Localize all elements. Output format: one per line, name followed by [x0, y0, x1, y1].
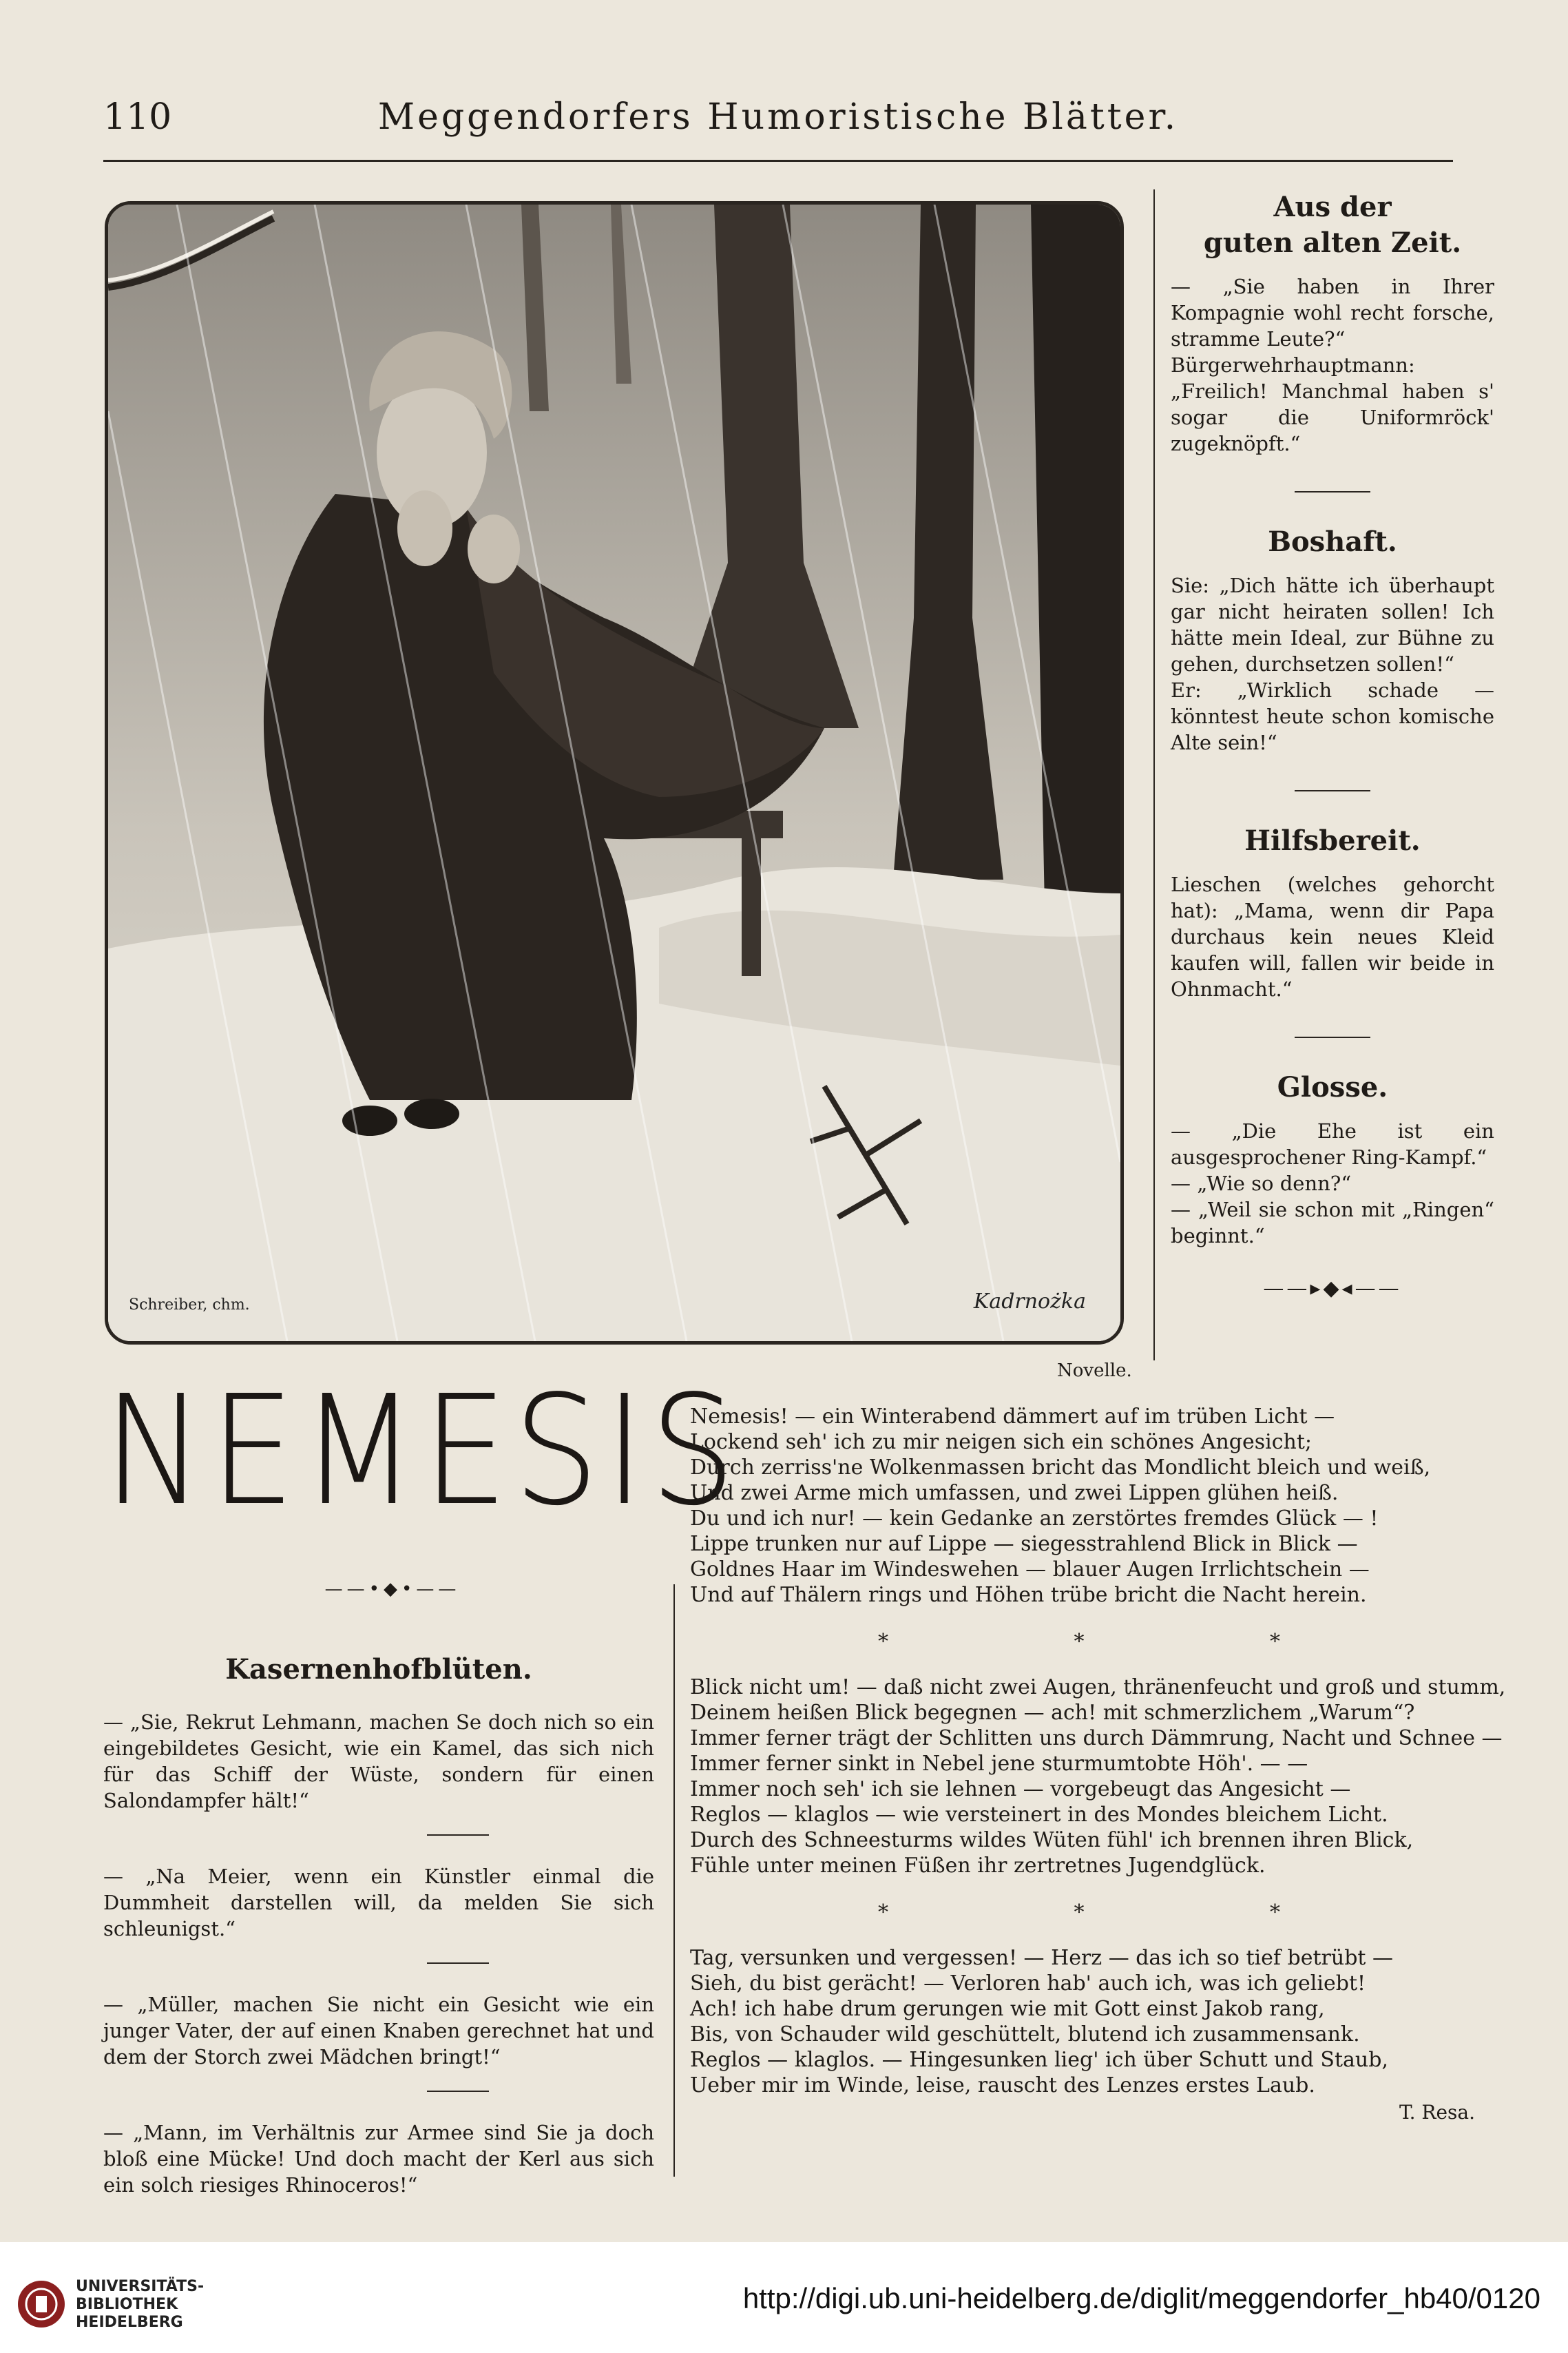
page-number: 110	[103, 96, 172, 138]
joke-text: Sie: „Dich hätte ich überhaupt gar nicht heiraten sollen! Ich hätte mein Ideal, zur Bühne zu gehen, durchsetzen sollen!“	[1171, 574, 1494, 676]
joke-title: Hilfsbereit.	[1244, 825, 1421, 857]
poem-line: Lippe trunken nur auf Lippe — siegesstrahlend Blick in Blick —	[690, 1532, 1358, 1556]
sidebar-jokes	[1171, 189, 1494, 1300]
joke-text: Er: „Wirklich schade — könntest heute schon komische Alte sein!“	[1171, 678, 1494, 754]
poem-line: Immer ferner sinkt in Nebel jene sturmumtobte Höh'. — —	[690, 1752, 1308, 1776]
poem-title: NEMESIS	[103, 1363, 742, 1540]
stanza	[690, 1945, 1475, 2098]
illustration-woman-in-snowstorm	[105, 201, 1124, 1345]
sidebar-end-ornament: ——▸◆◂——	[1263, 1276, 1402, 1300]
poem-line: Immer noch seh' ich sie lehnen — vorgebeugt das Angesicht —	[690, 1777, 1351, 1801]
poem-nemesis	[690, 1404, 1506, 2124]
poem-line: Immer ferner trägt der Schlitten uns durch Dämmrung, Nacht und Schnee —	[690, 1726, 1503, 1750]
stanza-separator: * * *	[877, 1900, 1370, 1925]
poem-line: Durch des Schneesturms wildes Wüten fühl' ich brennen ihren Blick,	[690, 1828, 1414, 1852]
anecdote-text: — „Sie, Rekrut Lehmann, machen Se doch nich so ein eingebildetes Gesicht, wie ein Kamel, das sich nich für das Schiff der Wüste, sondern für einen Salondampfer hält!“	[103, 1710, 654, 1812]
joke-text: Bürgerwehrhauptmann: „Freilich! Manchmal haben s' sogar die Uniformröck' zugeknöpft.“	[1171, 353, 1494, 455]
sidebar-column-rule	[1153, 189, 1155, 1360]
kasernenhof-section	[103, 1653, 654, 2198]
stanza	[690, 1675, 1506, 1878]
poem-line: Sieh, du bist gerächt! — Verloren hab' auch ich, was ich geliebt!	[690, 1971, 1366, 1996]
poem-line: Reglos — klaglos — wie versteinert in des Mondes bleichem Licht.	[690, 1803, 1388, 1827]
poem-line: Lockend seh' ich zu mir neigen sich ein schönes Angesicht;	[690, 1430, 1313, 1454]
anecdote-text: — „Mann, im Verhältnis zur Armee sind Sie ja doch bloß eine Mücke! Und doch macht der Kerl aus sich ein solch riesiges Rhinoceros!“	[103, 2121, 654, 2197]
poem-line: Fühle unter meinen Füßen ihr zertretnes Jugendglück.	[690, 1854, 1266, 1878]
joke-divider	[1295, 1037, 1370, 1038]
poem-line: Du und ich nur! — kein Gedanke an zerstörtes fremdes Glück — !	[690, 1506, 1379, 1531]
poem-line: Und zwei Arme mich umfassen, und zwei Lippen glühen heiß.	[690, 1481, 1339, 1505]
anecdote-text: — „Müller, machen Sie nicht ein Gesicht wie ein junger Vater, der auf einen Knaben gerechnet hat und dem der Storch zwei Mädchen bringt!“	[103, 1993, 654, 2069]
anecdote-divider	[427, 2091, 489, 2092]
poem-line: Ach! ich habe drum gerungen wie mit Gott einst Jakob rang,	[690, 1997, 1325, 2021]
joke-text: — „Die Ehe ist ein ausgesprochener Ring-Kampf.“	[1171, 1119, 1494, 1169]
stanza-separator: * * *	[877, 1630, 1370, 1654]
joke-text: — „Sie haben in Ihrer Kompagnie wohl recht forsche, stramme Leute?“	[1171, 275, 1494, 351]
anecdote-divider	[427, 1834, 489, 1836]
joke-text: Lieschen (welches gehorcht hat): „Mama, wenn dir Papa durchaus kein neues Kleid kaufen will, fallen wir beide in Ohnmacht.“	[1171, 873, 1494, 1001]
illustration-drawing	[108, 205, 1120, 1341]
poem-column-rule	[673, 1584, 675, 2177]
poem-line: Durch zerriss'ne Wolkenmassen bricht das Mondlicht bleich und weiß,	[690, 1455, 1431, 1480]
poem-line: Bis, von Schauder wild geschüttelt, blutend ich zusammensank.	[690, 2022, 1360, 2046]
joke-divider	[1295, 790, 1370, 791]
joke-title: Aus der guten alten Zeit.	[1203, 191, 1462, 259]
joke-text: — „Wie so denn?“	[1171, 1172, 1352, 1195]
poem-line: Goldnes Haar im Windeswehen — blauer Augen Irrlichtschein —	[690, 1557, 1370, 1582]
source-url-link[interactable]: http://digi.ub.uni-heidelberg.de/diglit/meggendorfer_hb40/0120	[742, 2282, 1540, 2314]
poem-author: T. Resa.	[1399, 2101, 1475, 2124]
anecdote-text: — „Na Meier, wenn ein Künstler einmal die Dummheit darstellen will, da melden Sie sich schleunigst.“	[103, 1865, 654, 1940]
poem-line: Blick nicht um! — daß nicht zwei Augen, thränenfeucht und groß und stumm,	[690, 1675, 1506, 1699]
poem-line: Deinem heißen Blick begegnen — ach! mit schmerzlichem „Warum“?	[690, 1701, 1415, 1725]
digital-library-footer	[0, 2242, 1568, 2353]
joke-title: Boshaft.	[1268, 526, 1397, 558]
section-title: Kasernenhofblüten.	[225, 1653, 532, 1686]
title-ornament: ——•◆•——	[324, 1579, 461, 1599]
joke-divider	[1295, 491, 1370, 493]
journal-title: Meggendorfers Humoristische Blätter.	[377, 96, 1179, 138]
illustration-signature: Kadrnożka	[973, 1289, 1086, 1314]
poem-line: Ueber mir im Winde, leise, rauscht des Lenzes erstes Laub.	[690, 2073, 1315, 2097]
poem-line: Tag, versunken und vergessen! — Herz — das ich so tief betrübt —	[690, 1946, 1394, 1970]
joke-title: Glosse.	[1277, 1071, 1388, 1103]
illustration-credit-lithographer: Schreiber, chm.	[129, 1296, 250, 1314]
poem-line: Und auf Thälern rings und Höhen trübe bricht die Nacht herein.	[690, 1583, 1367, 1607]
running-head	[103, 96, 1453, 152]
university-library-name: UNIVERSITÄTS- BIBLIOTHEK HEIDELBERG	[76, 2278, 205, 2331]
poem-subtitle: Novelle.	[1057, 1360, 1132, 1381]
anecdote-divider	[427, 1962, 489, 1964]
stanza	[690, 1404, 1475, 1608]
poem-line: Nemesis! — ein Winterabend dämmert auf im trüben Licht —	[690, 1404, 1335, 1429]
university-seal-icon	[15, 2278, 67, 2330]
header-rule	[103, 160, 1453, 162]
joke-text: — „Weil sie schon mit „Ringen“ beginnt.“	[1171, 1198, 1494, 1247]
poem-line: Reglos — klaglos. — Hingesunken lieg' ich über Schutt und Staub,	[690, 2048, 1388, 2072]
